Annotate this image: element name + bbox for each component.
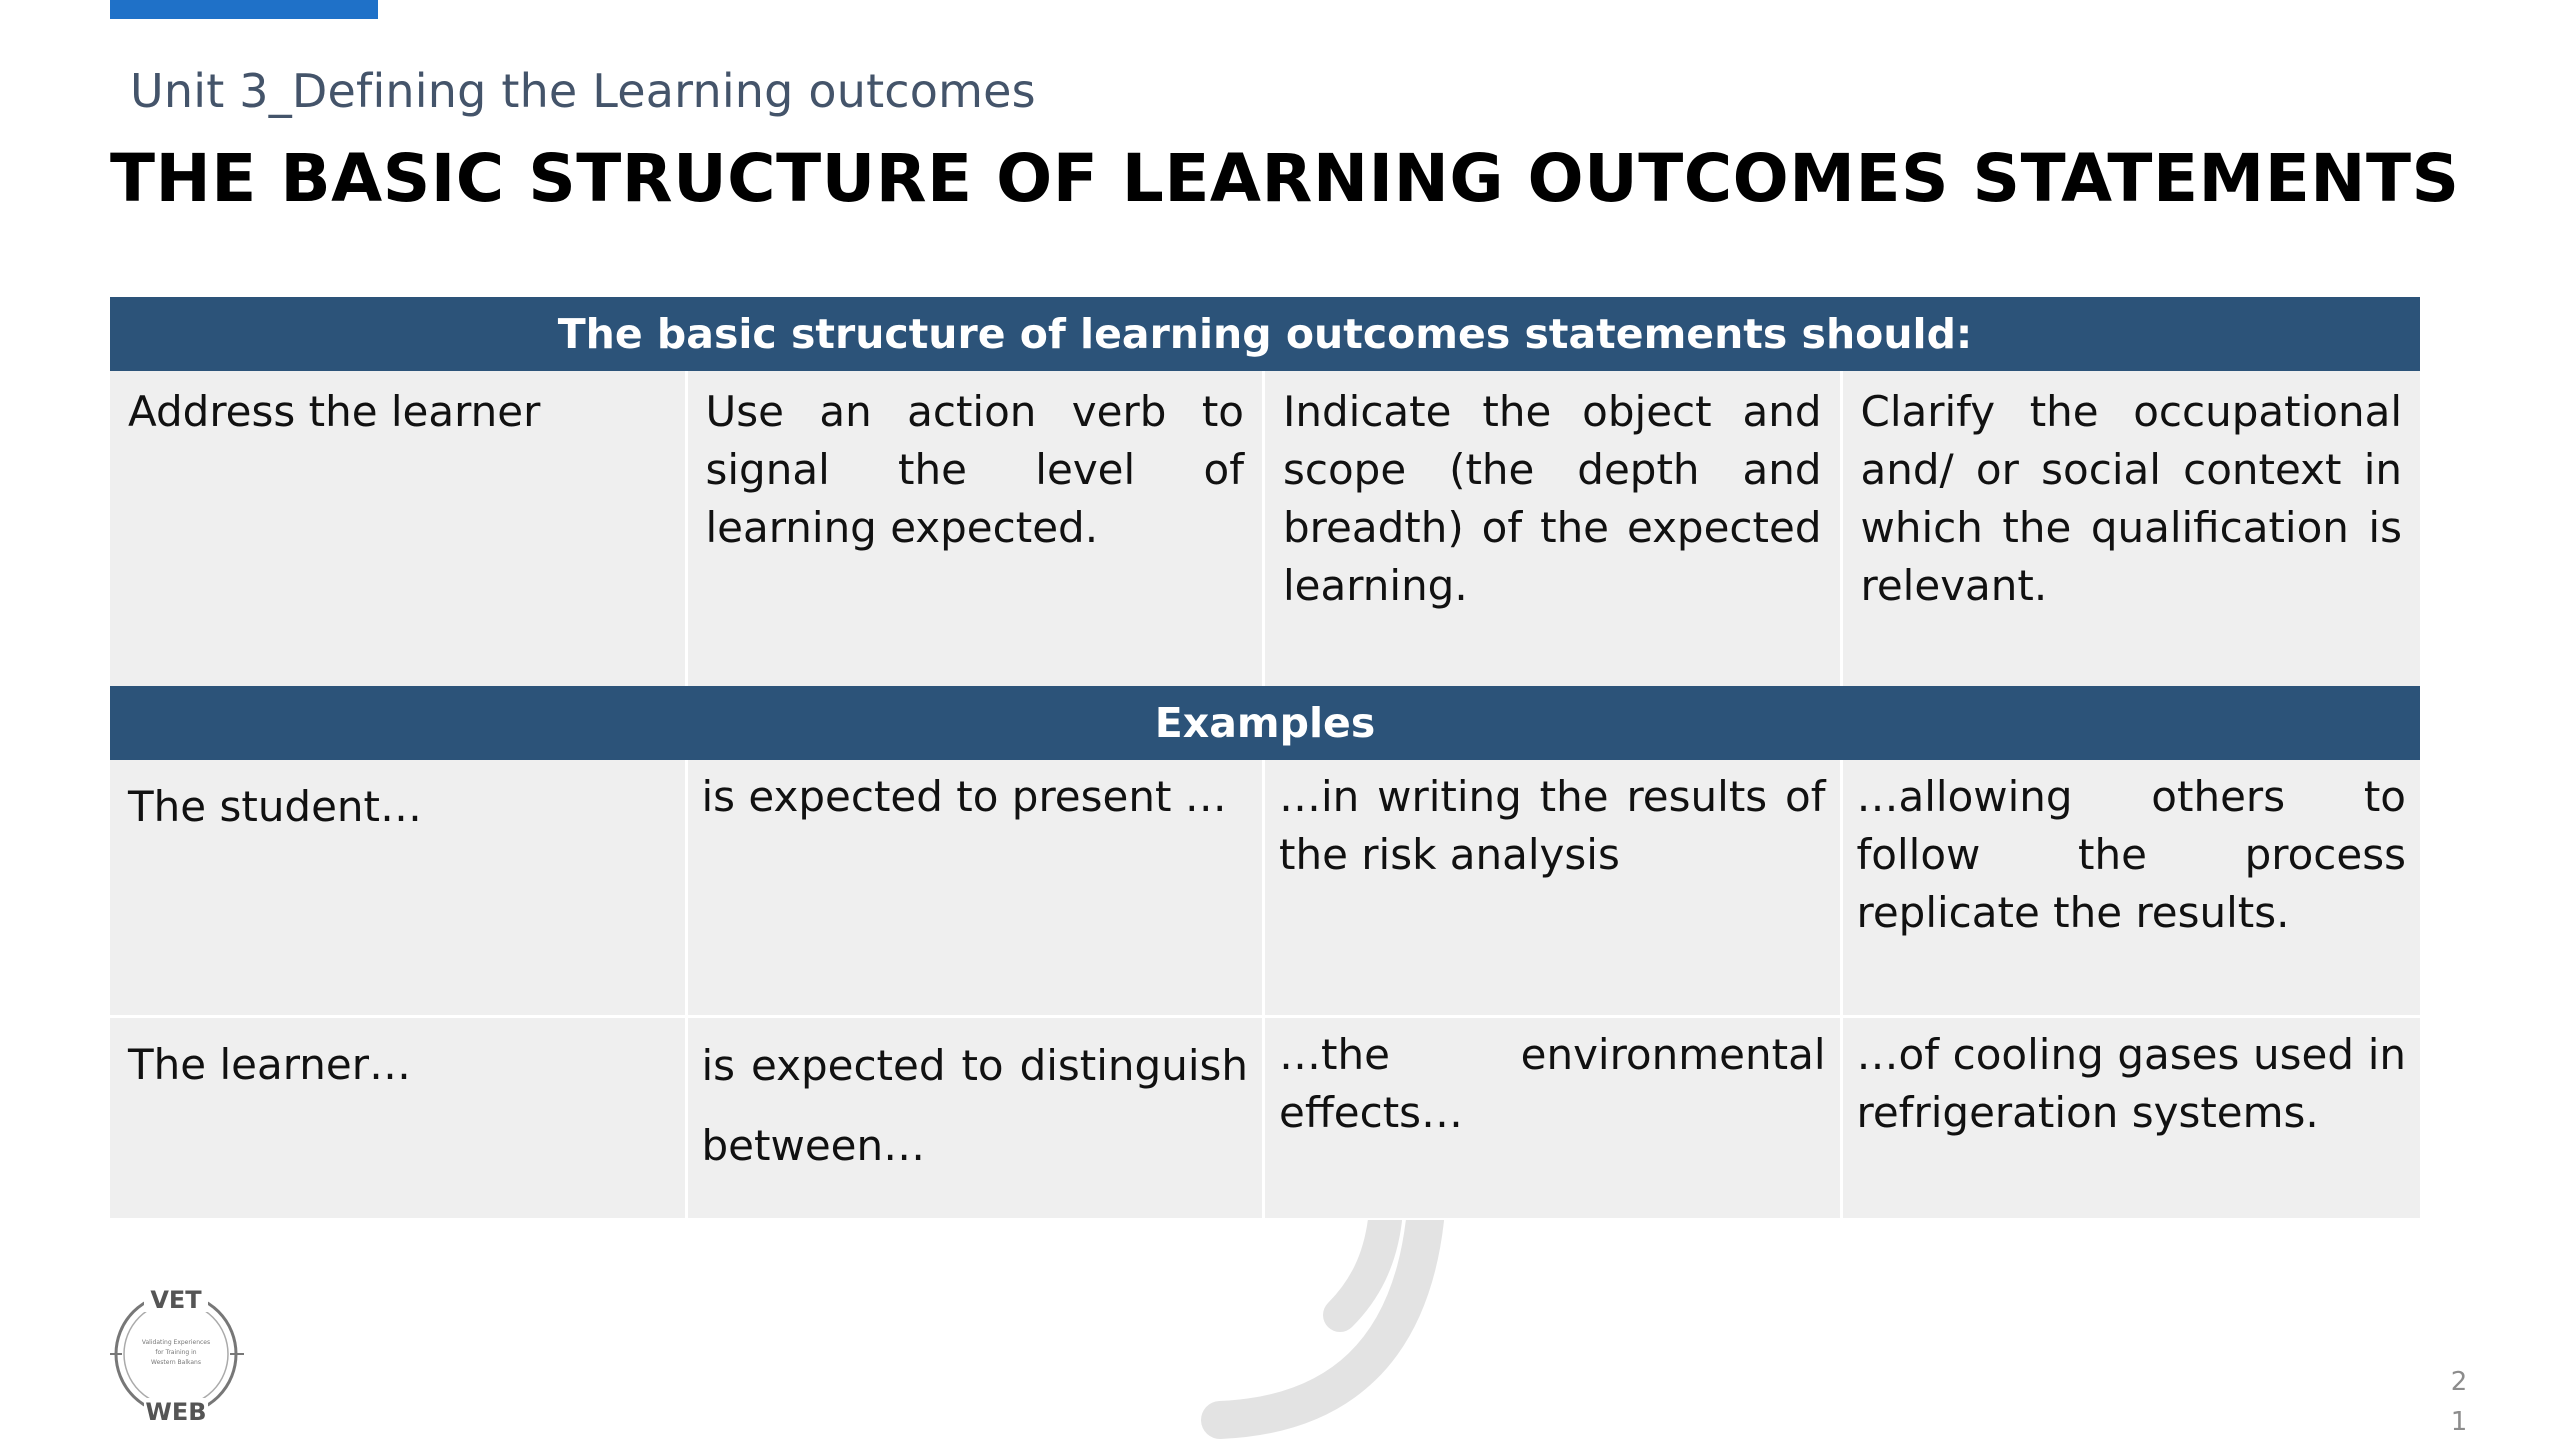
table-cell: Clarify the occupational and/ or social context in which the qualification is relevant. <box>1843 371 2421 686</box>
slide-title: THE BASIC STRUCTURE OF LEARNING OUTCOMES STATEMENTS <box>110 140 2460 217</box>
svg-text:for Training in: for Training in <box>155 1349 197 1356</box>
table-cell: Use an action verb to signal the level of learning expected. <box>688 371 1266 686</box>
table-row-example <box>110 760 2420 1015</box>
table-row-structure <box>110 371 2420 686</box>
svg-text:Validating Experiences: Validating Experiences <box>141 1339 211 1346</box>
page-number: 2 1 <box>2450 1367 2468 1437</box>
top-accent-bar <box>110 0 378 19</box>
table-cell: The learner… <box>110 1018 688 1218</box>
logo-top-text: VET <box>150 1286 202 1314</box>
table-cell: …in writing the results of the risk analysis <box>1265 760 1843 1015</box>
table-cell: …the environmental effects… <box>1265 1018 1843 1218</box>
vetweb-logo <box>104 1282 254 1432</box>
slide-subtitle: Unit 3_Defining the Learning outcomes <box>130 64 1036 118</box>
structure-header: The basic structure of learning outcomes statements should: <box>110 297 2420 371</box>
learning-outcomes-table <box>110 297 2420 1218</box>
table-row-example <box>110 1015 2420 1218</box>
svg-text:Western Balkans: Western Balkans <box>151 1359 201 1366</box>
examples-header: Examples <box>110 686 2420 760</box>
decorative-arc <box>1200 1220 1500 1440</box>
table-cell: is expected to present … <box>688 760 1266 1015</box>
table-cell: Address the learner <box>110 371 688 686</box>
table-cell: The student… <box>110 760 688 1015</box>
table-cell: …allowing others to follow the process replicate the results. <box>1843 760 2421 1015</box>
table-cell: is expected to distinguish between… <box>688 1018 1266 1218</box>
table-cell: …of cooling gases used in refrigeration systems. <box>1843 1018 2421 1218</box>
logo-bottom-text: WEB <box>145 1398 207 1426</box>
table-cell: Indicate the object and scope (the depth and breadth) of the expected learning. <box>1265 371 1843 686</box>
